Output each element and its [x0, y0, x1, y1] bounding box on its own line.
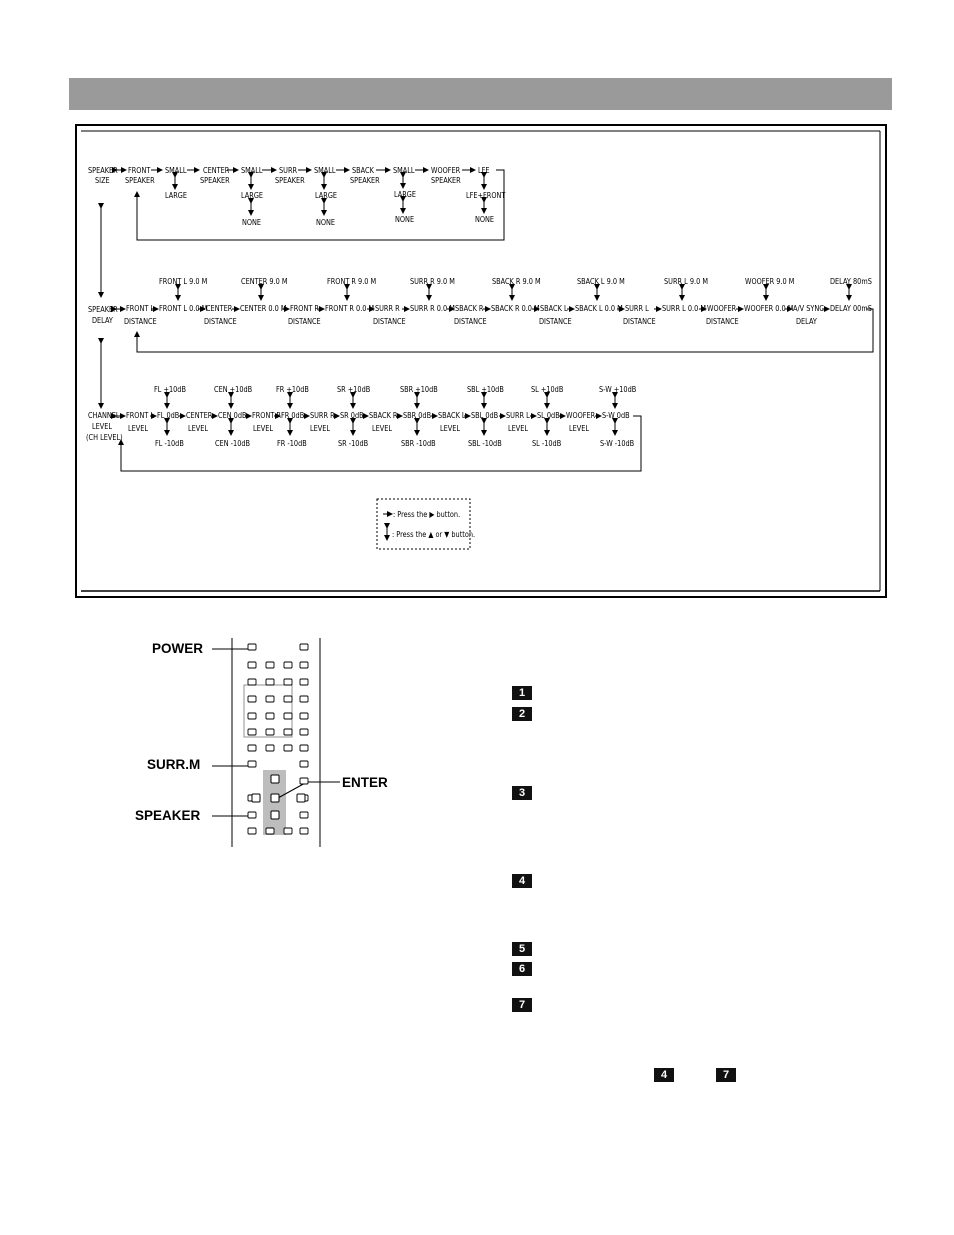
level-main-13: SL 0dB: [537, 410, 560, 421]
delay-max-8: DELAY 80mS: [830, 276, 872, 287]
level-main-14: WOOFER: [566, 410, 596, 421]
channel-level-label: CHANNEL: [88, 410, 120, 421]
level-main-10: SBACK L: [438, 410, 466, 421]
delay-main-11: SBACK L 0.0 M: [575, 303, 623, 314]
level-main-6: SURR R: [310, 410, 335, 421]
remote-button[interactable]: [248, 662, 256, 668]
svg-text:SPEAKER: SPEAKER: [275, 175, 305, 186]
level-sub-4: LEVEL: [372, 423, 393, 434]
level-min-6: SL -10dB: [532, 438, 562, 449]
remote-cursor-button[interactable]: [271, 811, 279, 819]
remote-button[interactable]: [266, 745, 274, 751]
delay-sub-6: DISTANCE: [623, 316, 656, 327]
remote-button[interactable]: [266, 696, 274, 702]
level-sub-7: LEVEL: [569, 423, 590, 434]
level-main-2: CENTER: [186, 410, 213, 421]
level-min-7: S-W -10dB: [600, 438, 635, 449]
delay-main-9: SBACK R 0.0 M: [491, 303, 540, 314]
remote-button[interactable]: [300, 778, 308, 784]
delay-row: [88, 276, 873, 352]
step-badge-3: 3: [512, 786, 532, 800]
delay-main-4: FRONT R: [290, 303, 319, 314]
remote-button[interactable]: [300, 828, 308, 834]
delay-main-12: SURR L: [625, 303, 649, 314]
level-main-9: SBR 0dB: [403, 410, 432, 421]
remote-button[interactable]: [284, 745, 292, 751]
delay-main-6: SURR R: [375, 303, 400, 314]
delay-sub-1: DISTANCE: [204, 316, 237, 327]
level-main-8: SBACK R: [369, 410, 398, 421]
level-min-2: FR -10dB: [277, 438, 307, 449]
remote-button[interactable]: [248, 812, 256, 818]
remote-button[interactable]: [300, 662, 308, 668]
level-sub-6: LEVEL: [508, 423, 529, 434]
svg-text:LFE+FRONT: LFE+FRONT: [466, 190, 506, 201]
delay-main-1: FRONT L 0.0 M: [159, 303, 208, 314]
svg-text:LARGE: LARGE: [165, 190, 188, 201]
svg-text:FRONT: FRONT: [128, 165, 151, 176]
remote-button[interactable]: [284, 729, 292, 735]
level-min-5: SBL -10dB: [468, 438, 502, 449]
speaker-size-label: SPEAKER: [88, 165, 118, 176]
remote-button[interactable]: [284, 713, 292, 719]
delay-max-0: FRONT L 9.0 M: [159, 276, 208, 287]
level-min-4: SBR -10dB: [401, 438, 436, 449]
remote-button[interactable]: [300, 761, 308, 767]
speaker-label: SPEAKER: [135, 808, 201, 823]
remote-button[interactable]: [284, 679, 292, 685]
svg-text:LEVEL: LEVEL: [92, 421, 113, 432]
delay-main-10: SBACK L: [540, 303, 568, 314]
step-badge-6: 6: [512, 962, 532, 976]
delay-max-2: FRONT R 9.0 M: [327, 276, 377, 287]
svg-text:NONE: NONE: [242, 217, 262, 228]
delay-main-14: WOOFER: [707, 303, 737, 314]
step-badge-4: 4: [512, 874, 532, 888]
level-main-7: SR 0dB: [340, 410, 364, 421]
delay-sub-5: DISTANCE: [539, 316, 572, 327]
legend-right-arrow: : Press the ▶ button.: [393, 509, 461, 520]
remote-cursor-button[interactable]: [271, 794, 279, 802]
remote-button[interactable]: [300, 696, 308, 702]
delay-sub-2: DISTANCE: [288, 316, 321, 327]
level-min-3: SR -10dB: [338, 438, 369, 449]
level-sub-5: LEVEL: [440, 423, 461, 434]
remote-cursor-button[interactable]: [271, 775, 279, 783]
remote-button[interactable]: [266, 729, 274, 735]
svg-text:(CH LEVEL): (CH LEVEL): [86, 432, 123, 443]
remote-button[interactable]: [248, 644, 256, 650]
remote-cursor-button[interactable]: [252, 794, 260, 802]
delay-main-2: CENTER: [206, 303, 233, 314]
remote-button[interactable]: [300, 644, 308, 650]
svg-text:CENTER: CENTER: [203, 165, 230, 176]
level-max-6: SL +10dB: [531, 384, 564, 395]
level-main-12: SURR L: [506, 410, 530, 421]
delay-sub-8: DELAY: [796, 316, 817, 327]
remote-button[interactable]: [300, 679, 308, 685]
remote-button[interactable]: [248, 696, 256, 702]
delay-sub-4: DISTANCE: [454, 316, 487, 327]
level-min-0: FL -10dB: [155, 438, 184, 449]
step-ref-7: 7: [716, 1068, 736, 1082]
step-badge-5: 5: [512, 942, 532, 956]
delay-main-5: FRONT R 0.0 M: [325, 303, 375, 314]
remote-button[interactable]: [300, 812, 308, 818]
remote-cursor-button[interactable]: [297, 794, 305, 802]
step-badge-2: 2: [512, 707, 532, 721]
level-main-0: FRONT L: [126, 410, 155, 421]
svg-text:SPEAKER: SPEAKER: [200, 175, 230, 186]
level-main-11: SBL 0dB: [471, 410, 499, 421]
svg-text:SIZE: SIZE: [95, 175, 110, 186]
level-main-5: FR 0dB: [281, 410, 305, 421]
delay-main-16: A/V SYNC: [793, 303, 824, 314]
remote-button[interactable]: [248, 679, 256, 685]
delay-sub-7: DISTANCE: [706, 316, 739, 327]
delay-main-3: CENTER 0.0 M: [240, 303, 287, 314]
step-ref-4: 4: [654, 1068, 674, 1082]
remote-button[interactable]: [248, 729, 256, 735]
svg-text:SMALL: SMALL: [165, 165, 187, 176]
level-max-7: S-W +10dB: [599, 384, 637, 395]
speaker-delay-label: SPEAKER: [88, 304, 118, 315]
level-min-1: CEN -10dB: [215, 438, 251, 449]
svg-text:LARGE: LARGE: [241, 190, 264, 201]
svg-text:LFE: LFE: [478, 165, 490, 176]
delay-max-4: SBACK R 9.0 M: [492, 276, 541, 287]
remote-button[interactable]: [266, 662, 274, 668]
flow-chart-svg: [0, 0, 954, 610]
level-main-1: FL 0dB: [157, 410, 180, 421]
level-max-0: FL +10dB: [154, 384, 186, 395]
level-main-15: S-W 0dB: [602, 410, 630, 421]
size-row: [88, 165, 506, 240]
svg-text:NONE: NONE: [395, 214, 415, 225]
level-max-1: CEN +10dB: [214, 384, 253, 395]
remote-button[interactable]: [300, 729, 308, 735]
level-main-3: CEN 0dB: [218, 410, 247, 421]
remote-button[interactable]: [248, 828, 256, 834]
remote-button[interactable]: [300, 745, 308, 751]
remote-control-illustration: [75, 630, 410, 847]
power-label: POWER: [152, 641, 204, 656]
remote-button[interactable]: [284, 662, 292, 668]
remote-button[interactable]: [300, 713, 308, 719]
level-max-3: SR +10dB: [337, 384, 371, 395]
delay-sub-3: DISTANCE: [373, 316, 406, 327]
svg-text:SPEAKER: SPEAKER: [350, 175, 380, 186]
svg-text:SBACK: SBACK: [352, 165, 374, 176]
svg-text:WOOFER: WOOFER: [431, 165, 461, 176]
enter-label: ENTER: [342, 775, 388, 790]
level-sub-1: LEVEL: [188, 423, 209, 434]
svg-text:SMALL: SMALL: [393, 165, 415, 176]
svg-text:SPEAKER: SPEAKER: [431, 175, 461, 186]
svg-text:SPEAKER: SPEAKER: [125, 175, 155, 186]
svg-text:LARGE: LARGE: [315, 190, 338, 201]
delay-max-1: CENTER 9.0 M: [241, 276, 288, 287]
delay-main-8: SBACK R: [455, 303, 484, 314]
step-badge-1: 1: [512, 686, 532, 700]
remote-button[interactable]: [284, 828, 292, 834]
delay-max-5: SBACK L 9.0 M: [577, 276, 625, 287]
delay-main-15: WOOFER 0.0 M: [744, 303, 794, 314]
delay-max-7: WOOFER 9.0 M: [745, 276, 795, 287]
delay-main-7: SURR R 0.0 M: [410, 303, 455, 314]
remote-button[interactable]: [266, 828, 274, 834]
legend-updown-arrow: : Press the ▲ or ▼ button.: [392, 529, 476, 540]
remote-button[interactable]: [248, 761, 256, 767]
delay-max-3: SURR R 9.0 M: [410, 276, 455, 287]
svg-text:NONE: NONE: [316, 217, 336, 228]
remote-button[interactable]: [248, 745, 256, 751]
svg-text:LARGE: LARGE: [394, 189, 417, 200]
svg-text:SMALL: SMALL: [314, 165, 336, 176]
svg-text:DELAY: DELAY: [92, 315, 113, 326]
svg-text:NONE: NONE: [475, 214, 495, 225]
level-max-4: SBR +10dB: [400, 384, 438, 395]
delay-max-6: SURR L 9.0 M: [664, 276, 708, 287]
surr-m-label: SURR.M: [147, 757, 201, 772]
legend-box: [377, 499, 475, 549]
level-max-5: SBL +10dB: [467, 384, 504, 395]
delay-main-0: FRONT L: [126, 303, 155, 314]
delay-sub-0: DISTANCE: [124, 316, 157, 327]
remote-button[interactable]: [266, 679, 274, 685]
level-max-2: FR +10dB: [276, 384, 309, 395]
delay-main-17: DELAY 00mS: [830, 303, 872, 314]
svg-text:SMALL: SMALL: [241, 165, 263, 176]
level-sub-3: LEVEL: [310, 423, 331, 434]
remote-button[interactable]: [284, 696, 292, 702]
level-main-4: FRONT R: [252, 410, 281, 421]
step-badge-7: 7: [512, 998, 532, 1012]
level-row: [86, 384, 641, 471]
level-sub-0: LEVEL: [128, 423, 149, 434]
level-sub-2: LEVEL: [253, 423, 274, 434]
delay-main-13: SURR L 0.0 M: [662, 303, 706, 314]
remote-button[interactable]: [266, 713, 274, 719]
svg-text:SURR: SURR: [279, 165, 298, 176]
remote-button[interactable]: [248, 713, 256, 719]
